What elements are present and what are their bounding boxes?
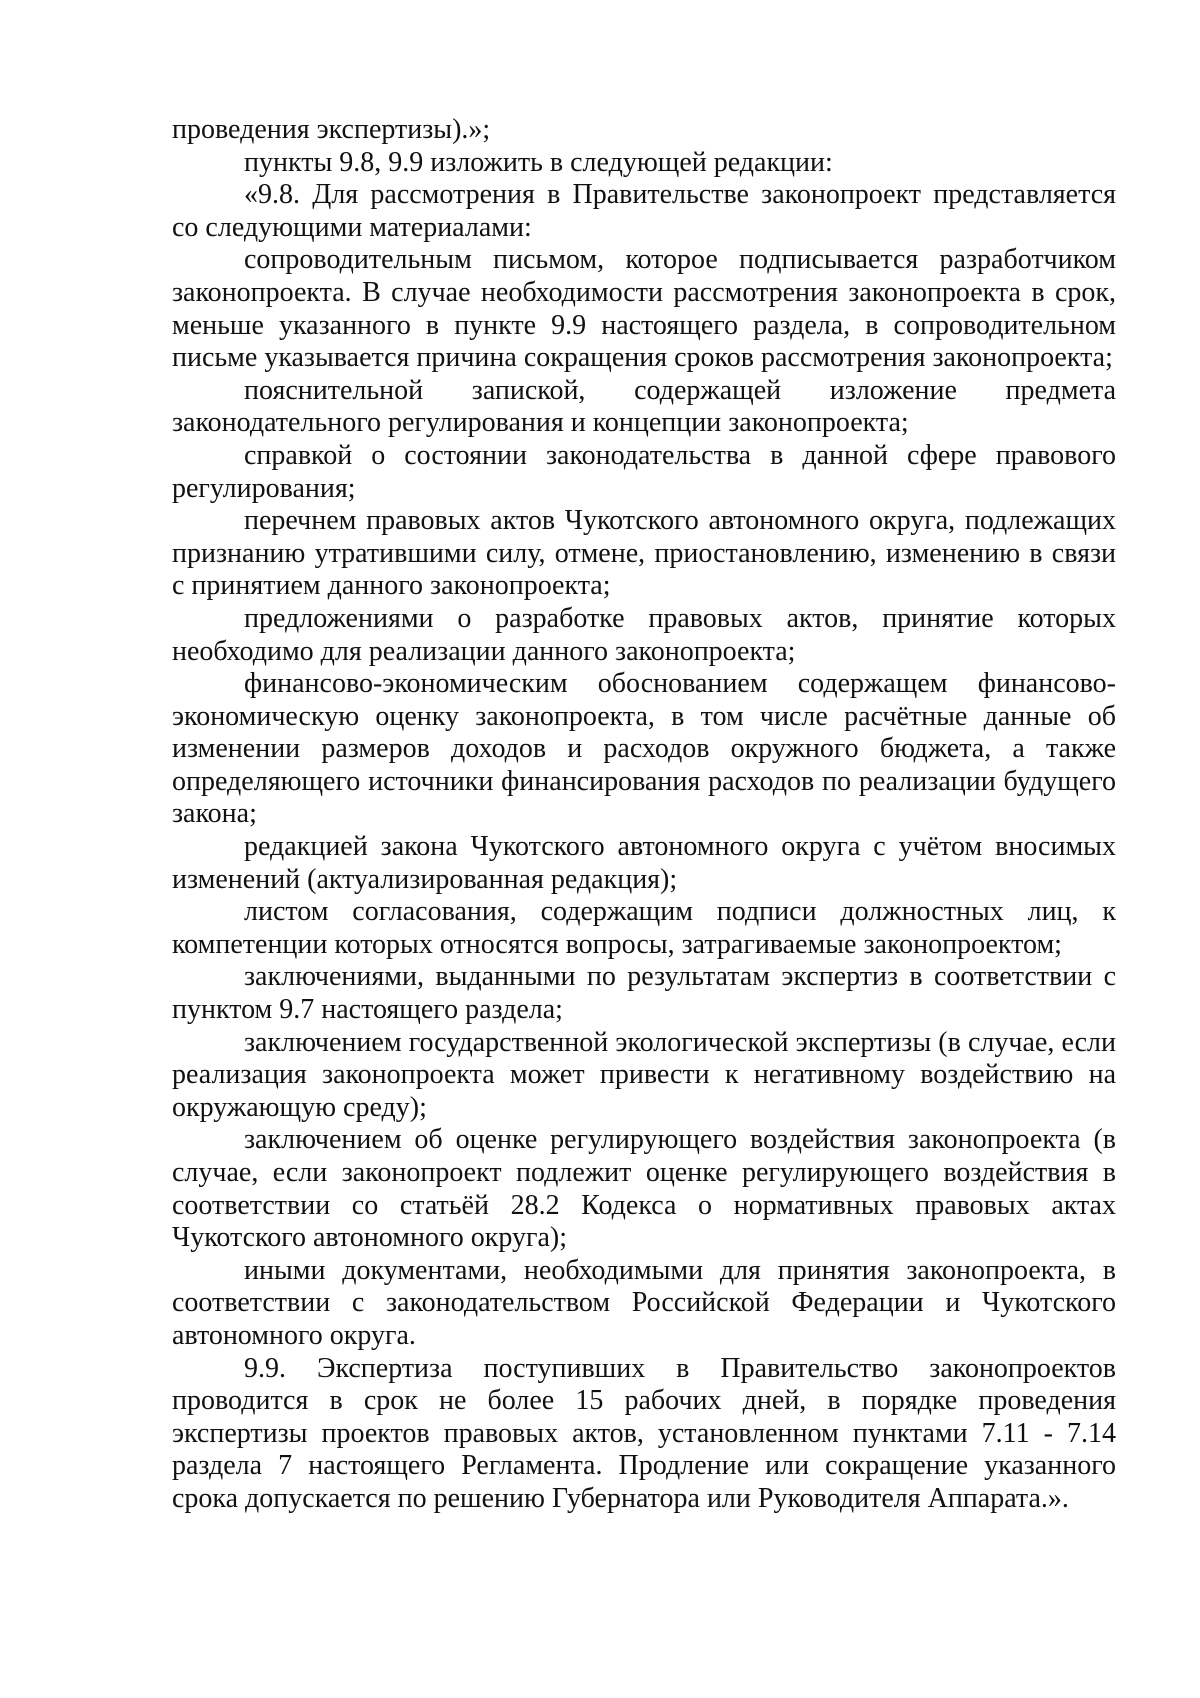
paragraph-expert-conclusions: заключениями, выданными по результатам экспертиз в соответствии с пунктом 9.7 настоящего раздела; xyxy=(172,961,1116,1026)
paragraph-9-9: 9.9. Экспертиза поступивших в Правительство законопроектов проводится в срок не более 15 рабочих дней, в порядке проведения экспертизы проектов правовых актов, установленном пунктами 7.11 - 7.14 раздела 7 настоящего Регламента. Продление или сокращение указанного срока допускается по решению Губернатора или Руководителя Аппарата.». xyxy=(172,1352,1116,1514)
paragraph-explanatory-note: пояснительной запиской, содержащей изложение предмета законодательного регулирования и концепции законопроекта; xyxy=(172,374,1116,439)
paragraph-financial-justification: финансово-экономическим обоснованием содержащем финансово-экономическую оценку законопроекта, в том числе расчётные данные об изменении размеров доходов и расходов окружного бюджета, а также определяющего источники финансирования расходов по реализации будущего закона; xyxy=(172,668,1116,830)
paragraph-legislation-reference: справкой о состоянии законодательства в данной сфере правового регулирования; xyxy=(172,439,1116,504)
paragraph-other-documents: иными документами, необходимыми для принятия законопроекта, в соответствии с законодательством Российской Федерации и Чукотского автономного округа. xyxy=(172,1254,1116,1351)
document-page xyxy=(172,114,1116,1516)
paragraph-amendment-intro: пункты 9.8, 9.9 изложить в следующей редакции: xyxy=(244,146,833,178)
paragraph-proposals: предложениями о разработке правовых актов, принятие которых необходимо для реализации данного законопроекта; xyxy=(172,602,1116,667)
paragraph-9-8: «9.8. Для рассмотрения в Правительстве законопроект представляется со следующими материалами: xyxy=(172,179,1116,243)
paragraph-approval-sheet: листом согласования, содержащим подписи должностных лиц, к компетенции которых относятся вопросы, затрагиваемые законопроектом; xyxy=(172,896,1116,960)
paragraph-cover-letter: сопроводительным письмом, которое подписывается разработчиком законопроекта. В случае необходимости рассмотрения законопроекта в срок, меньше указанного в пункте 9.9 настоящего раздела, в сопроводительном письме указывается причина сокращения сроков рассмотрения законопроекта; xyxy=(172,244,1116,374)
paragraph-continuation: проведения экспертизы).»; xyxy=(172,114,491,145)
paragraph-regulatory-impact: заключением об оценке регулирующего воздействия законопроекта (в случае, если законопроект подлежит оценке регулирующего воздействия в соответствии со статьёй 28.2 Кодекса о нормативных правовых актах Чукотского автономного округа); xyxy=(172,1124,1116,1254)
paragraph-updated-edition: редакцией закона Чукотского автономного округа с учётом вносимых изменений (актуализированная редакция); xyxy=(172,831,1116,895)
paragraph-acts-list: перечнем правовых актов Чукотского автономного округа, подлежащих признанию утратившими силу, отмене, приостановлению, изменению в связи с принятием данного законопроекта; xyxy=(172,505,1116,602)
paragraph-ecological-expertise: заключением государственной экологической экспертизы (в случае, если реализация законопроекта может привести к негативному воздействию на окружающую среду); xyxy=(172,1026,1116,1123)
